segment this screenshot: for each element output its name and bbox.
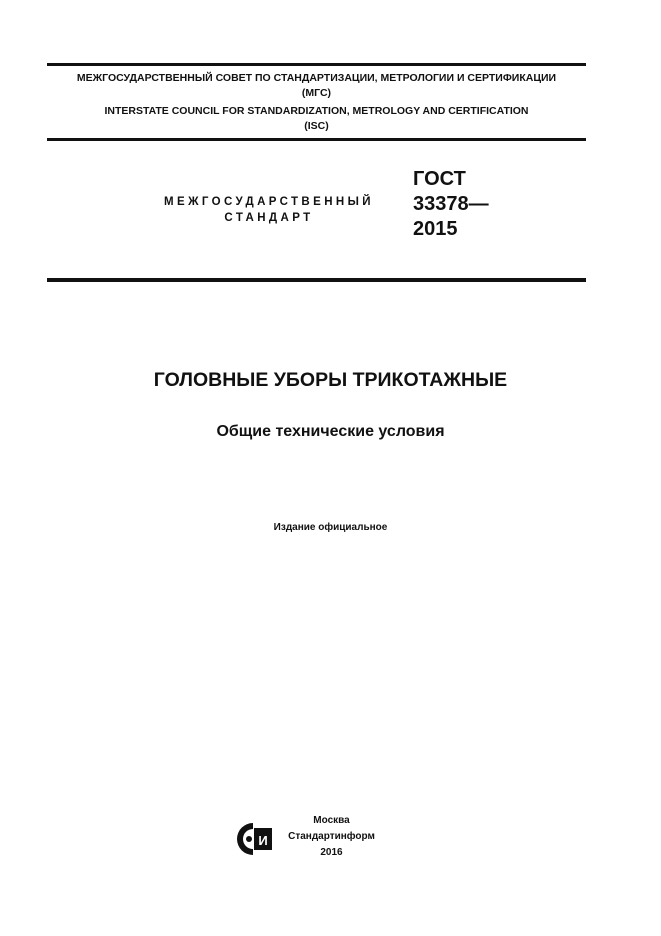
header-divider	[47, 138, 586, 141]
council-abbr-en: (ISC)	[304, 120, 329, 132]
document-title: ГОЛОВНЫЕ УБОРЫ ТРИКОТАЖНЫЕ	[153, 369, 508, 391]
svg-text:И: И	[258, 833, 268, 848]
council-name-ru: МЕЖГОСУДАРСТВЕННЫЙ СОВЕТ ПО СТАНДАРТИЗАЦИИ, МЕТРОЛОГИИ И СЕРТИФИКАЦИИ	[76, 72, 557, 84]
designation-divider	[47, 278, 586, 282]
top-rule	[47, 63, 586, 66]
standartinform-logo-icon	[233, 820, 274, 858]
gost-prefix: ГОСТ	[413, 168, 466, 190]
gost-designation	[413, 167, 489, 242]
council-abbr-ru: (МГС)	[301, 87, 332, 99]
publisher-block	[280, 813, 383, 861]
publisher-year: 2016	[320, 847, 343, 858]
publisher-city: Москва	[313, 815, 350, 826]
publisher-name: Стандартинформ	[288, 831, 375, 842]
council-name-en: INTERSTATE COUNCIL FOR STANDARDIZATION, METROLOGY AND CERTIFICATION	[104, 105, 529, 117]
standard-type-line1: МЕЖГОСУДАРСТВЕННЫЙ	[164, 196, 374, 208]
gost-number: 33378—	[413, 193, 489, 215]
document-subtitle: Общие технические условия	[216, 423, 445, 440]
standard-type-line2: СТАНДАРТ	[224, 212, 314, 224]
gost-year: 2015	[413, 218, 458, 240]
edition-note: Издание официальное	[273, 522, 388, 533]
